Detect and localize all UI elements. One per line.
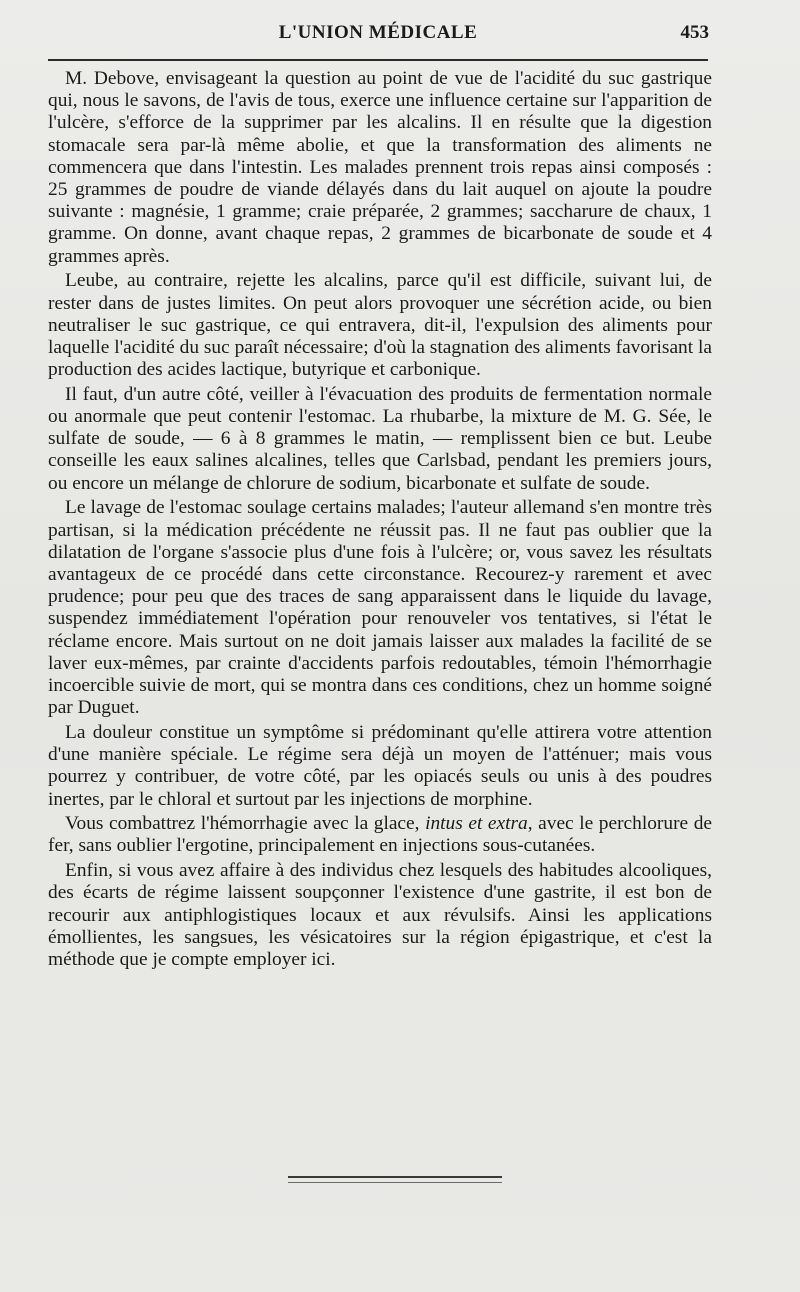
paragraph-hemorrhagie	[48, 813, 712, 857]
page-header	[48, 22, 708, 52]
end-ornament	[288, 1176, 502, 1183]
paragraph-debove: M. Debove, envisageant la question au point de vue de l'acidité du suc gastrique qui, nous le savons, de l'avis de tous, exerce une influence certaine sur l'apparition de l'ulcère, s'efforce de la supprimer par les alcalins. Il en résulte que la digestion stomacale sera par-là même abolie, et que la transformation des aliments ne commencera que dans l'intestin. Les malades prennent trois repas ainsi composés : 25 grammes de poudre de viande délayés dans du lait auquel on ajoute la poudre suivante : magnésie, 1 gramme; craie préparée, 2 grammes; saccharure de chaux, 1 gramme. On donne, avant chaque repas, 2 grammes de bicarbonate de soude et 4 grammes après.	[48, 68, 712, 267]
hemorrhagie-text-end: , avec le perchlorure de fer, sans oublier l'ergotine, principalement en injections sous-cutanées.	[48, 813, 712, 857]
paragraph-gastrite: Enfin, si vous avez affaire à des individus chez lesquels des habitudes alcooliques, des écarts de régime laissent soupçonner l'existence d'une gastrite, il est bon de recourir aux antiphlogistiques locaux et aux révulsifs. Ainsi les applications émollientes, les sangsues, les vésicatoires sur la région épigastrique, et c'est la méthode que je compte employer ici.	[48, 860, 712, 970]
page-number: 453	[680, 22, 709, 43]
hemorrhagie-text-start: Vous combattrez l'hémorrhagie avec la glace,	[65, 813, 426, 835]
running-head: L'UNION MÉDICALE	[278, 22, 478, 43]
paragraph-leube: Leube, au contraire, rejette les alcalins, parce qu'il est difficile, suivant lui, de rester dans de justes limites. On peut alors provoquer une sécrétion acide, ou bien neutraliser le suc gastrique, ce qui entravera, dit-il, l'expulsion des aliments pour laquelle l'acidité du suc paraît nécessaire; d'où la stagnation des aliments favorisant la production des acides lactique, butyrique et carbonique.	[48, 270, 712, 381]
header-rule	[48, 59, 708, 61]
paragraph-evacuation: Il faut, d'un autre côté, veiller à l'évacuation des produits de fermentation normale ou anormale que peut contenir l'estomac. La rhubarbe, la mixture de M. G. Sée, le sulfate de soude, — 6 à 8 grammes le matin, — remplissent bien ce but. Leube conseille les eaux salines alcalines, telles que Carlsbad, pendant les premiers jours, ou encore un mélange de chlorure de sodium, bicarbonate et sulfate de soude.	[48, 383, 712, 494]
paragraph-lavage: Le lavage de l'estomac soulage certains malades; l'auteur allemand s'en montre très partisan, si la médication précédente ne réussit pas. Il ne faut pas oublier que la dilatation de l'organe s'associe plus d'une fois à l'ulcère; or, vous savez les résultats avantageux de ce procédé dans cette circonstance. Recourez-y rarement et avec prudence; pour peu que des traces de sang apparaissent dans le liquide du lavage, suspendez immédiatement l'opération pour renouveler vos tentatives, si l'état le réclame encore. Mais surtout on ne doit jamais laisser aux malades la facilité de se laver eux-mêmes, par crainte d'accidents parfois redoutables, témoin l'hémorrhagie incoercible suivie de mort, qui se montra dans ces conditions, chez un homme soigné par Duguet.	[48, 497, 712, 719]
article-body	[48, 68, 712, 974]
latin-phrase: intus et extra	[425, 813, 528, 835]
paragraph-douleur: La douleur constitue un symptôme si prédominant qu'elle attirera votre attention d'une manière spéciale. Le régime sera déjà un moyen de l'atténuer; mais vous pourrez y contribuer, de votre côté, par les opiacés seuls ou unis à des poudres inertes, par le chloral et surtout par les injections de morphine.	[48, 721, 712, 810]
